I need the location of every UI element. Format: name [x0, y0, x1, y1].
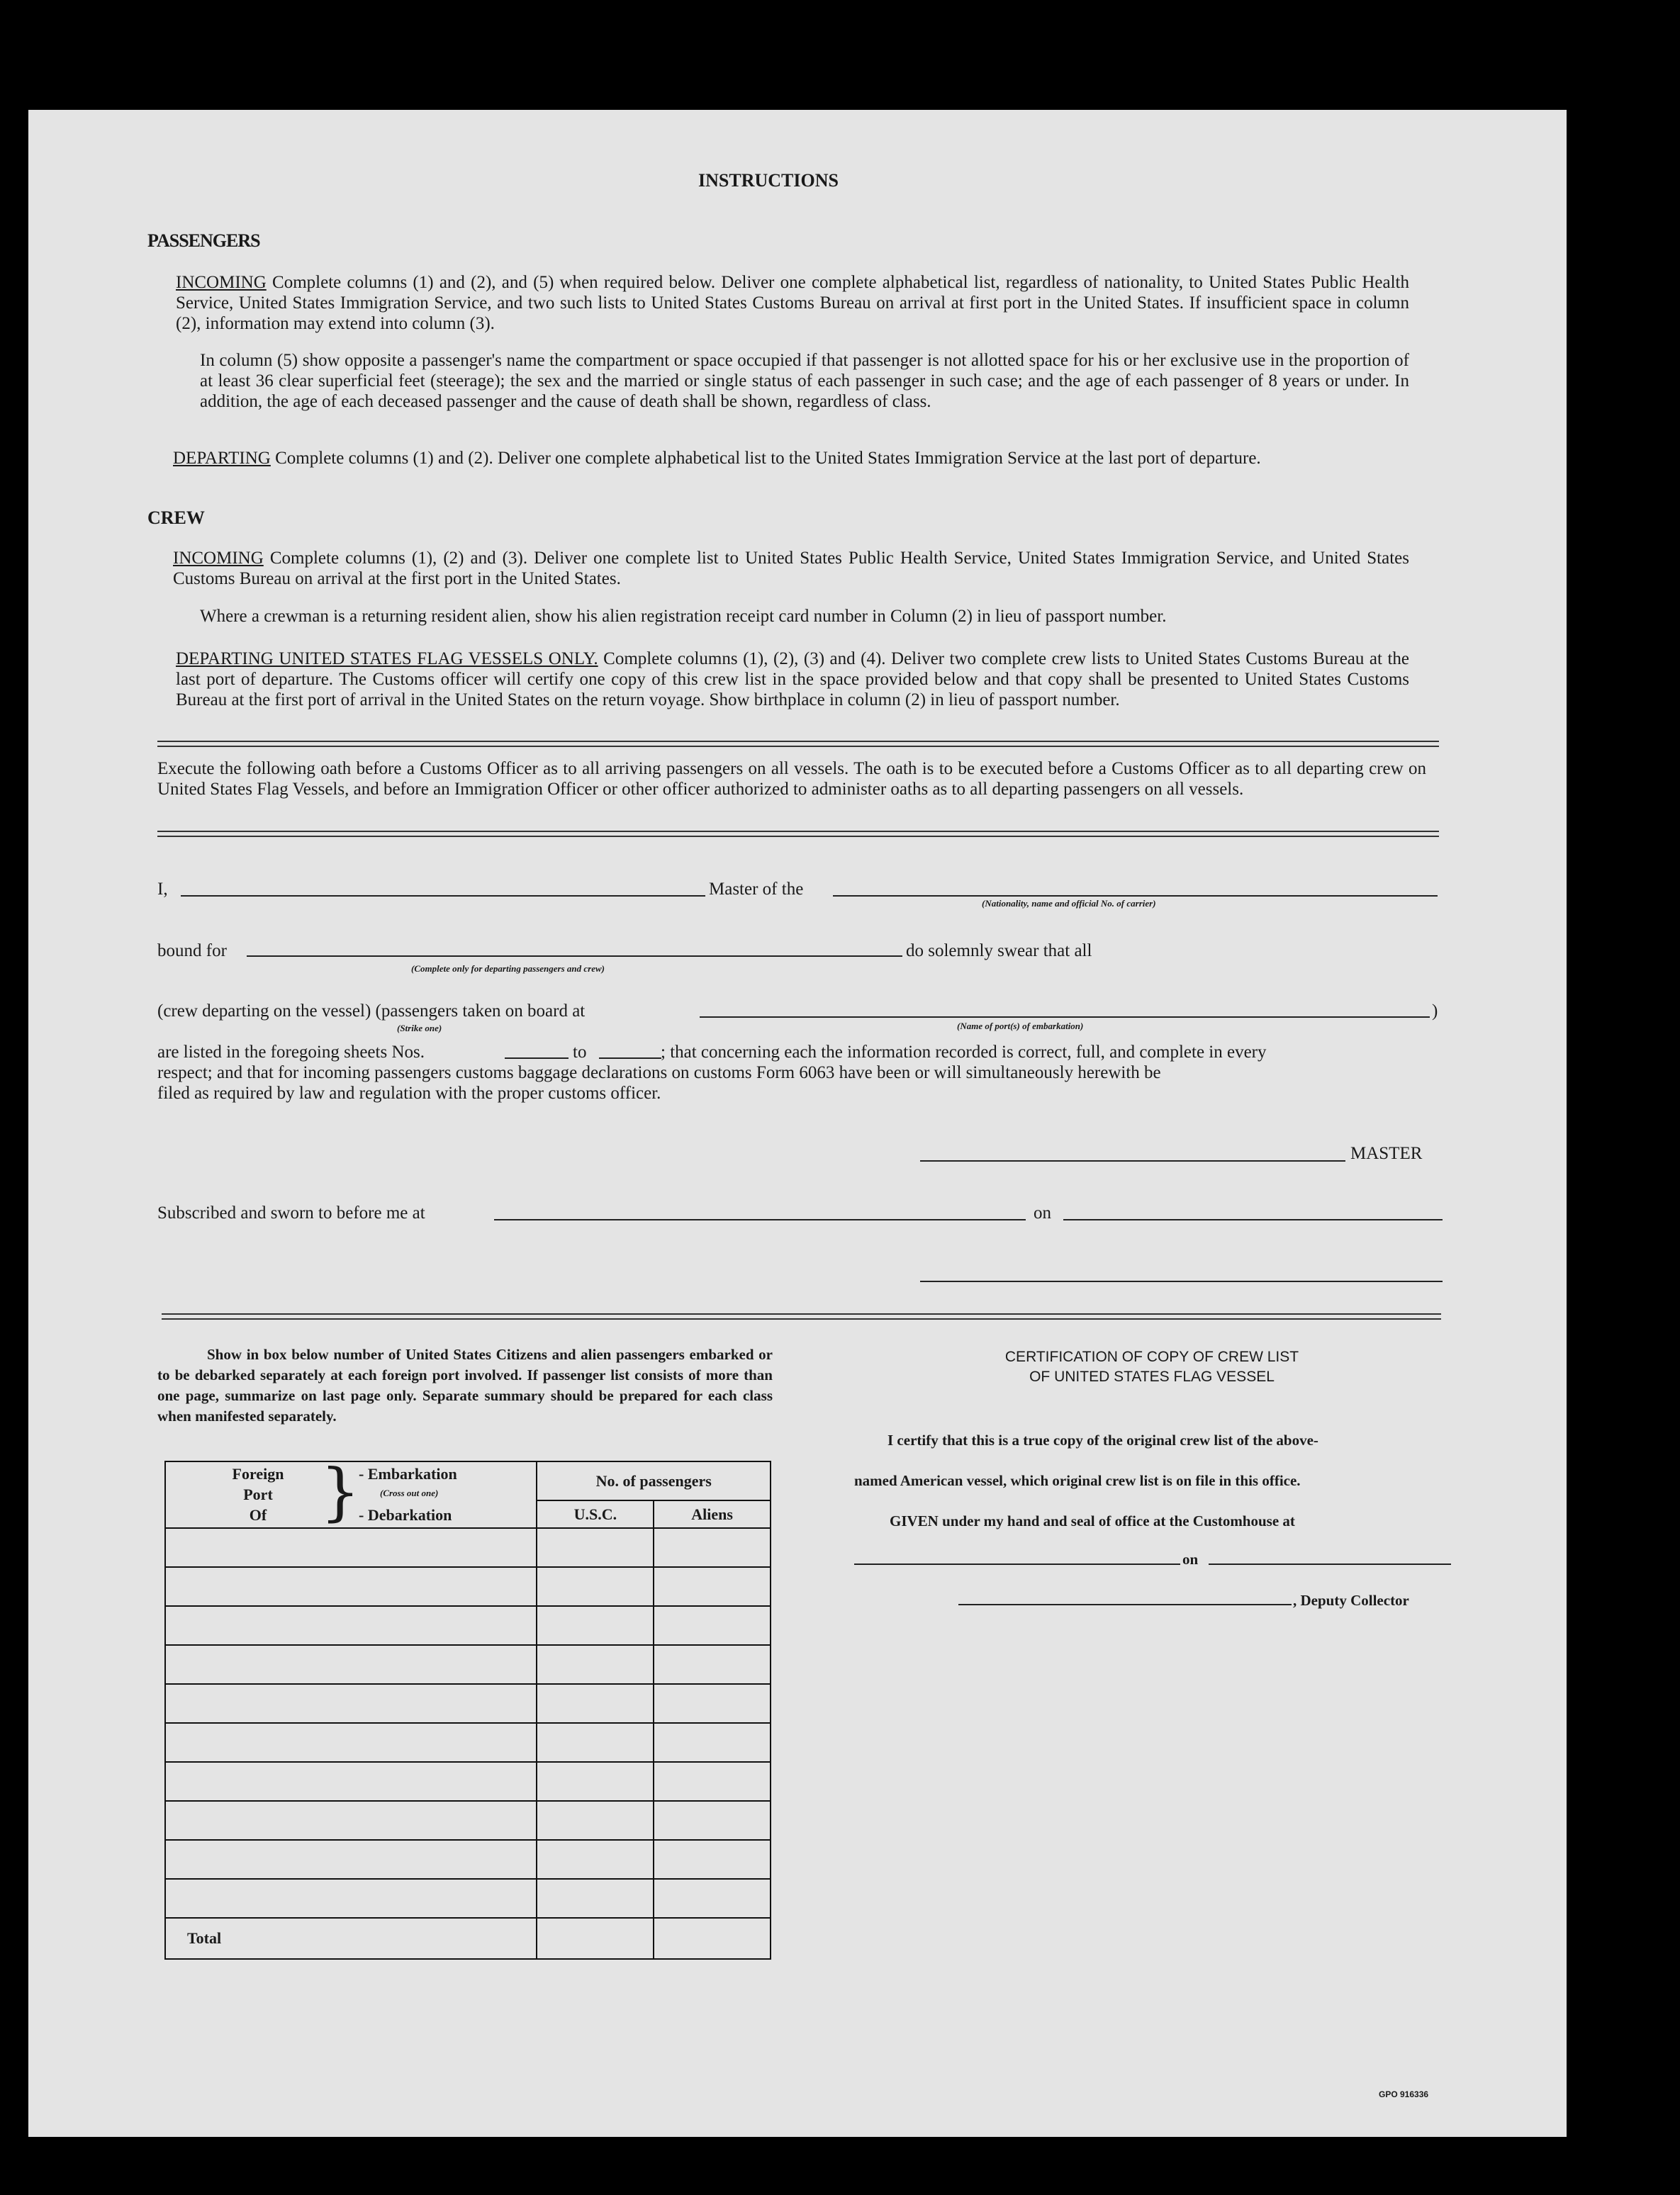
port-cell[interactable] — [165, 1879, 537, 1918]
summary-instructions: Show in box below number of United States Citizens and alien passengers embarked or to be debarked separately at each foreign port involved. If passenger list consists of more than one page, summarize on last page only. Separate summary should be prepared for each class when manifested separately. — [157, 1346, 773, 1425]
crew-resident-text: Where a crewman is a returning resident alien, show his alien registration receipt card number in Column (2) in lieu of passport number. — [200, 607, 1167, 626]
usc-cell[interactable] — [537, 1801, 654, 1840]
port-cell[interactable] — [165, 1801, 537, 1840]
listed-text-1: are listed in the foregoing sheets Nos. — [157, 1043, 425, 1062]
strike-note: (Strike one) — [397, 1023, 442, 1033]
aliens-cell[interactable] — [654, 1684, 771, 1723]
crew-incoming-text: Complete columns (1), (2) and (3). Deliver one complete list to United States Public Health Service, United States Immigration Service, and United States Customs Bureau on arrival at the first port in the United States. — [173, 549, 1409, 588]
master-of-label: Master of the — [709, 880, 804, 899]
aliens-header: Aliens — [654, 1500, 771, 1528]
port-cell[interactable] — [165, 1723, 537, 1762]
master-name-field[interactable] — [181, 895, 705, 897]
port-cell[interactable] — [165, 1528, 537, 1567]
certification-title-line1: CERTIFICATION OF COPY OF CREW LIST — [1004, 1349, 1299, 1365]
master-signature-field[interactable] — [920, 1160, 1345, 1162]
subscribed-label: Subscribed and sworn to before me at — [157, 1203, 425, 1223]
aliens-cell[interactable] — [654, 1645, 771, 1684]
table-row — [165, 1567, 771, 1606]
usc-cell[interactable] — [537, 1879, 654, 1918]
sworn-date-field[interactable] — [1063, 1219, 1443, 1220]
table-row — [165, 1840, 771, 1879]
port-header-cell — [165, 1455, 537, 1528]
crew-incoming-label: INCOMING — [173, 549, 264, 568]
embarkation-label: - Embarkation — [359, 1465, 457, 1483]
aliens-cell[interactable] — [654, 1606, 771, 1645]
port-header-line1: Foreign — [232, 1465, 284, 1483]
passengers-incoming-paragraph — [176, 272, 1409, 334]
aliens-cell[interactable] — [654, 1528, 771, 1567]
aliens-cell[interactable] — [654, 1567, 771, 1606]
debarkation-label: - Debarkation — [359, 1506, 452, 1524]
listed-text-line2: respect; and that for incoming passengers customs baggage declarations on customs Form 6063 have been or will simultaneously herewith be — [157, 1063, 1161, 1082]
cross-out-note: (Cross out one) — [380, 1488, 439, 1498]
table-row — [165, 1606, 771, 1645]
usc-cell[interactable] — [537, 1723, 654, 1762]
usc-header: U.S.C. — [537, 1500, 654, 1528]
table-row — [165, 1879, 771, 1918]
certification-date-field[interactable] — [1209, 1564, 1451, 1565]
usc-cell[interactable] — [537, 1567, 654, 1606]
crew-departing-label: DEPARTING UNITED STATES FLAG VESSELS ONLY. — [176, 649, 598, 668]
passengers-departing-text: Complete columns (1) and (2). Deliver one complete alphabetical list to the United States Immigration Service at the last port of departure. — [275, 449, 1261, 468]
customhouse-field[interactable] — [854, 1564, 1180, 1565]
passenger-summary-table — [164, 1455, 771, 1960]
ports-note: (Name of port(s) of embarkation) — [957, 1021, 1084, 1031]
officer-signature-field[interactable] — [920, 1281, 1443, 1282]
sworn-on-label: on — [1034, 1203, 1051, 1223]
passengers-departing-paragraph — [173, 448, 1409, 468]
sworn-place-field[interactable] — [494, 1219, 1026, 1220]
passengers-incoming-text: Complete columns (1) and (2), and (5) when required below. Deliver one complete alphabetical list, regardless of nationality, to United States Public Health Service, United States Immigration Service, and two such lists to United States Customs Bureau on arrival at first port in the United States. If insufficient space in column (2), information may extend into column (3). — [176, 273, 1409, 333]
usc-cell[interactable] — [537, 1528, 654, 1567]
given-text: GIVEN under my hand and seal of office at the Customhouse at — [890, 1512, 1295, 1529]
port-header-label — [215, 1464, 301, 1525]
gpo-code: GPO 916336 — [1379, 2089, 1429, 2099]
aliens-cell[interactable] — [654, 1723, 771, 1762]
aliens-cell[interactable] — [654, 1762, 771, 1801]
certification-title-line2: OF UNITED STATES FLAG VESSEL — [1029, 1369, 1275, 1385]
usc-cell[interactable] — [537, 1645, 654, 1684]
crew-incoming-paragraph — [173, 548, 1409, 589]
oath-intro: Execute the following oath before a Customs Officer as to all arriving passengers on all vessels. The oath is to be executed before a Customs Officer as to all departing crew on United States Flag Vessels, and before an Immigration Officer or other officer authorized to administer oaths as to all departing passengers on all vessels. — [157, 759, 1426, 799]
aliens-total-cell[interactable] — [654, 1918, 771, 1959]
embarkation-ports-field[interactable] — [700, 1016, 1430, 1018]
table-row — [165, 1528, 771, 1567]
close-paren: ) — [1432, 1001, 1438, 1021]
bound-for-label: bound for — [157, 941, 227, 960]
port-header-line3: Of — [249, 1506, 267, 1524]
section-divider — [162, 1313, 1441, 1320]
listed-to-label: to — [573, 1043, 587, 1062]
table-header-row — [165, 1461, 771, 1500]
usc-cell[interactable] — [537, 1684, 654, 1723]
table-row — [165, 1762, 771, 1801]
table-row — [165, 1645, 771, 1684]
usc-cell[interactable] — [537, 1840, 654, 1879]
total-label: Total — [165, 1918, 537, 1959]
port-cell[interactable] — [165, 1606, 537, 1645]
certify-line2: named American vessel, which original crew list is on file in this office. — [854, 1472, 1301, 1489]
deputy-collector-signature-field[interactable] — [958, 1604, 1292, 1605]
section-divider — [157, 831, 1439, 837]
table-row — [165, 1684, 771, 1723]
port-cell[interactable] — [165, 1684, 537, 1723]
master-label: MASTER — [1350, 1144, 1423, 1163]
usc-cell[interactable] — [537, 1606, 654, 1645]
crew-departing-text: Complete columns (1), (2), (3) and (4). Deliver two complete crew lists to United States Customs Bureau at the last port of departure. The Customs officer will certify one copy of this crew list in the space provided below and that copy shall be presented to United States Customs Bureau at the first port of arrival in the United States on the return voyage. Show birthplace in column (2) in lieu of passport number. — [176, 649, 1409, 709]
aliens-cell[interactable] — [654, 1801, 771, 1840]
table-row — [165, 1801, 771, 1840]
aliens-cell[interactable] — [654, 1879, 771, 1918]
port-header-line2: Port — [243, 1486, 273, 1503]
carrier-field[interactable] — [833, 895, 1438, 897]
crew-departing-label: (crew departing on the vessel) (passengers taken on board at — [157, 1001, 586, 1021]
certify-line1: I certify that this is a true copy of the original crew list of the above- — [887, 1432, 1318, 1449]
passengers-heading: PASSENGERS — [147, 230, 260, 251]
certification-on-label: on — [1182, 1551, 1199, 1568]
listed-text-line3: filed as required by law and regulation with the proper customs officer. — [157, 1084, 661, 1103]
port-cell[interactable] — [165, 1762, 537, 1801]
passengers-incoming-label: INCOMING — [176, 273, 267, 292]
page-title: INSTRUCTIONS — [698, 170, 839, 191]
oath-i-label: I, — [157, 880, 168, 899]
usc-total-cell[interactable] — [537, 1918, 654, 1959]
section-divider — [157, 741, 1439, 747]
usc-cell[interactable] — [537, 1762, 654, 1801]
port-cell[interactable] — [165, 1840, 537, 1879]
total-row — [165, 1918, 771, 1959]
swear-label: do solemnly swear that all — [906, 941, 1092, 960]
passengers-departing-label: DEPARTING — [173, 449, 271, 468]
bound-for-note: (Complete only for departing passengers and crew) — [411, 963, 605, 974]
carrier-note: (Nationality, name and official No. of carrier) — [982, 898, 1156, 909]
deputy-collector-label: , Deputy Collector — [1293, 1592, 1409, 1609]
aliens-cell[interactable] — [654, 1840, 771, 1879]
crew-heading: CREW — [147, 507, 205, 528]
passengers-column5-paragraph: In column (5) show opposite a passenger's name the compartment or space occupied if that passenger is not allotted space for his or her exclusive use in the proportion of at least 36 clear superficial feet (steerage); the sex and the married or single status of each passenger in such case; and the age of each passenger of 8 years or under. In addition, the age of each deceased passenger and the cause of death shall be shown, regardless of class. — [200, 351, 1409, 411]
listed-text-2: ; that concerning each the information recorded is correct, full, and complete in every — [661, 1043, 1267, 1062]
no-passengers-header: No. of passengers — [537, 1461, 771, 1500]
bound-for-field[interactable] — [247, 955, 902, 957]
sheet-to-field[interactable] — [599, 1057, 661, 1059]
sheet-from-field[interactable] — [505, 1057, 569, 1059]
port-cell[interactable] — [165, 1567, 537, 1606]
table-row — [165, 1723, 771, 1762]
crew-departing-paragraph — [176, 649, 1409, 710]
brace-icon: } — [320, 1455, 360, 1528]
port-cell[interactable] — [165, 1645, 537, 1684]
